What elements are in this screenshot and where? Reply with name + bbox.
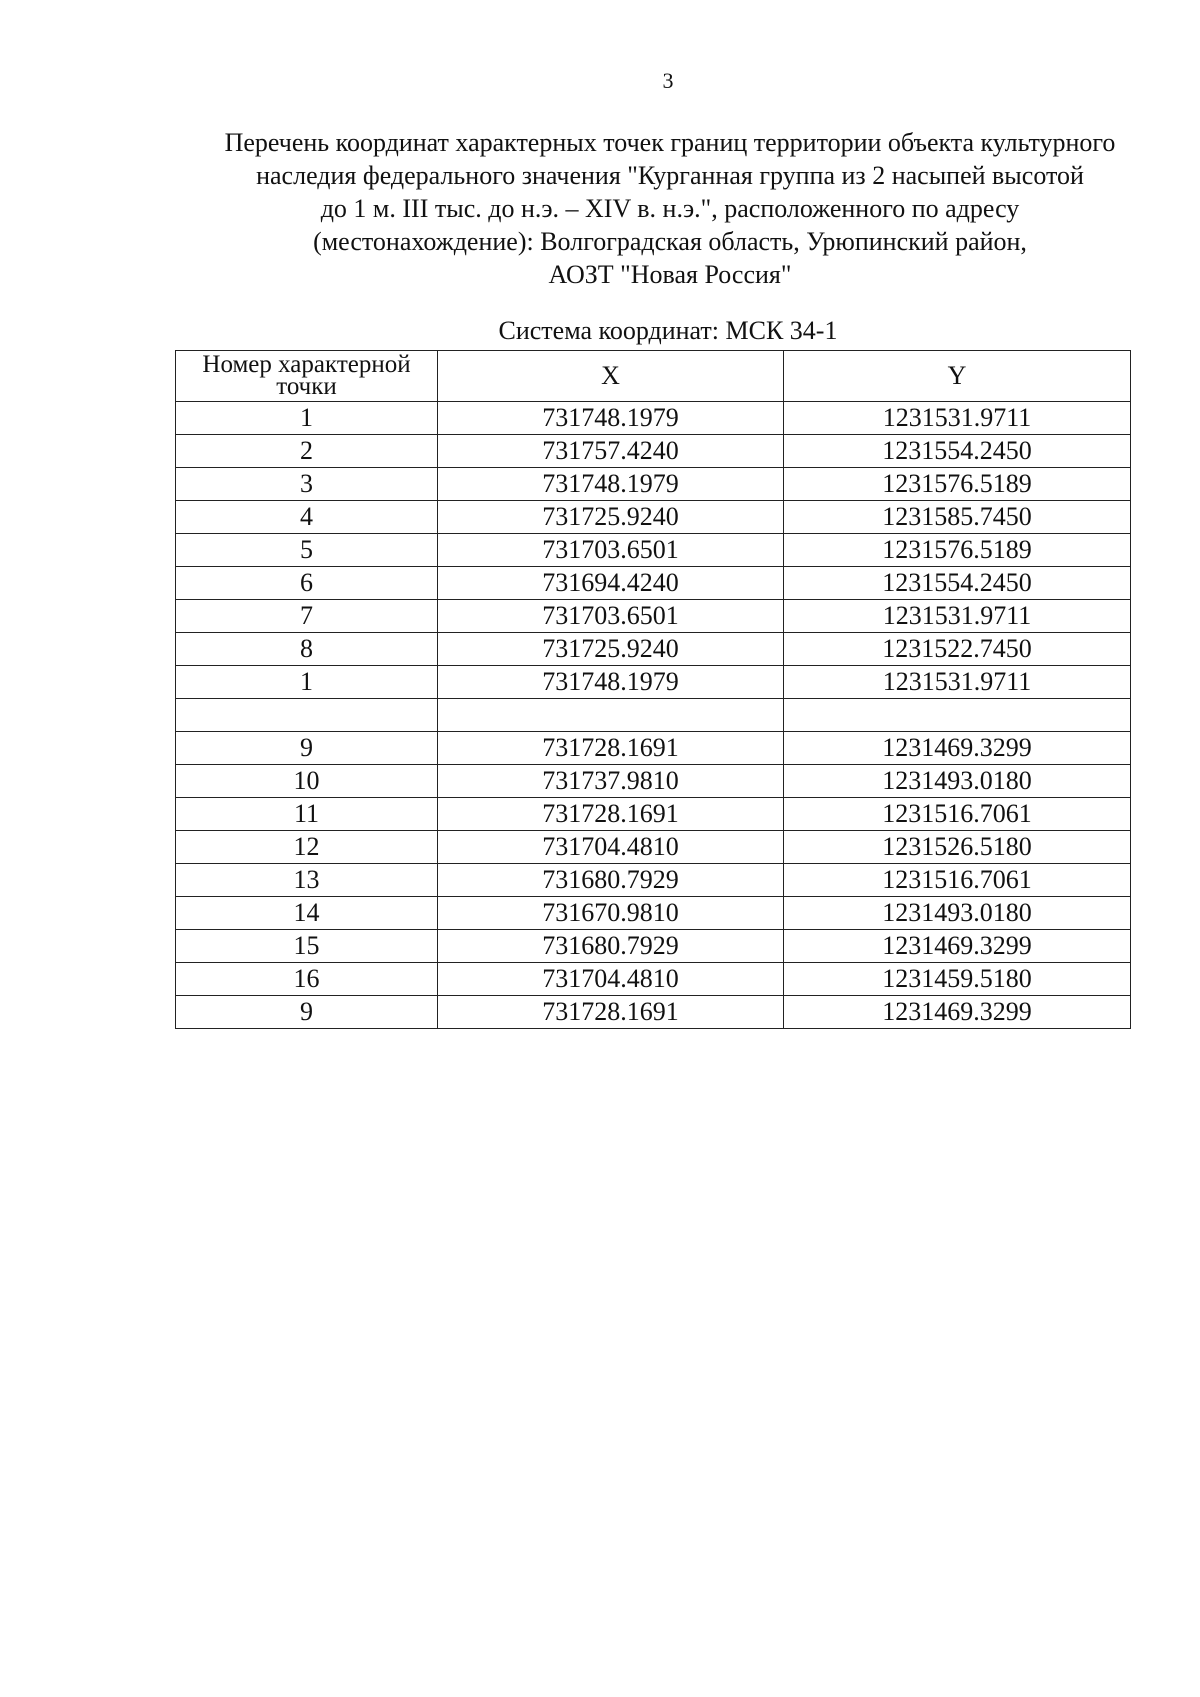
cell-x: 731725.9240 <box>438 501 784 534</box>
title-line: Перечень координат характерных точек границ территории объекта культурного <box>224 128 1116 157</box>
cell-point-number: 1 <box>176 666 438 699</box>
cell-point-number: 4 <box>176 501 438 534</box>
column-header-y: Y <box>784 351 1131 402</box>
cell-y: 1231516.7061 <box>784 864 1131 897</box>
table-row <box>176 468 1131 501</box>
cell-x: 731737.9810 <box>438 765 784 798</box>
cell-point-number: 9 <box>176 732 438 765</box>
table-row <box>176 666 1131 699</box>
cell-y: 1231516.7061 <box>784 798 1131 831</box>
cell-y: 1231585.7450 <box>784 501 1131 534</box>
cell-point-number: 16 <box>176 963 438 996</box>
cell-y: 1231531.9711 <box>784 402 1131 435</box>
cell-x: 731694.4240 <box>438 567 784 600</box>
cell-point-number: 12 <box>176 831 438 864</box>
table-row <box>176 864 1131 897</box>
cell-x: 731680.7929 <box>438 930 784 963</box>
table-header-row <box>176 351 1131 402</box>
cell-x: 731725.9240 <box>438 633 784 666</box>
cell-x: 731704.4810 <box>438 831 784 864</box>
cell-x: 731748.1979 <box>438 468 784 501</box>
cell-point-number: 14 <box>176 897 438 930</box>
title-line: наследия федерального значения "Курганная группа из 2 насыпей высотой <box>256 161 1084 190</box>
cell-point-number: 2 <box>176 435 438 468</box>
cell-x: 731728.1691 <box>438 732 784 765</box>
cell-y: 1231576.5189 <box>784 534 1131 567</box>
cell-y: 1231459.5180 <box>784 963 1131 996</box>
cell-y: 1231469.3299 <box>784 996 1131 1029</box>
cell-y: 1231554.2450 <box>784 567 1131 600</box>
table-row <box>176 534 1131 567</box>
cell-y: 1231469.3299 <box>784 732 1131 765</box>
table-row <box>176 963 1131 996</box>
column-header-point-number <box>176 351 438 402</box>
table-row <box>176 402 1131 435</box>
table-row <box>176 996 1131 1029</box>
cell-x: 731748.1979 <box>438 666 784 699</box>
table-row <box>176 435 1131 468</box>
cell-point-number: 10 <box>176 765 438 798</box>
cell-point-number: 3 <box>176 468 438 501</box>
cell-x: 731680.7929 <box>438 864 784 897</box>
cell-point-number: 15 <box>176 930 438 963</box>
cell-point-number: 7 <box>176 600 438 633</box>
cell-y: 1231576.5189 <box>784 468 1131 501</box>
cell-x: 731728.1691 <box>438 996 784 1029</box>
title-line: АОЗТ "Новая Россия" <box>548 260 792 289</box>
cell-x <box>438 699 784 732</box>
table-row <box>176 765 1131 798</box>
cell-point-number <box>176 699 438 732</box>
title-line: до 1 м. III тыс. до н.э. – XIV в. н.э.", расположенного по адресу <box>320 194 1020 223</box>
cell-x: 731703.6501 <box>438 534 784 567</box>
column-header-line: точки <box>276 373 337 400</box>
cell-y: 1231522.7450 <box>784 633 1131 666</box>
coordinate-system-caption: Система координат: МСК 34-1 <box>498 316 838 345</box>
cell-point-number: 9 <box>176 996 438 1029</box>
table-row <box>176 501 1131 534</box>
cell-y: 1231554.2450 <box>784 435 1131 468</box>
cell-point-number: 6 <box>176 567 438 600</box>
cell-x: 731703.6501 <box>438 600 784 633</box>
table-row <box>176 897 1131 930</box>
cell-point-number: 11 <box>176 798 438 831</box>
table-row <box>176 831 1131 864</box>
table-row <box>176 732 1131 765</box>
document-title <box>160 126 1180 291</box>
table-row <box>176 633 1131 666</box>
cell-y: 1231469.3299 <box>784 930 1131 963</box>
cell-x: 731757.4240 <box>438 435 784 468</box>
cell-point-number: 8 <box>176 633 438 666</box>
coordinates-table <box>175 350 1131 1029</box>
cell-y: 1231531.9711 <box>784 666 1131 699</box>
page-number: 3 <box>662 68 674 93</box>
cell-point-number: 13 <box>176 864 438 897</box>
table-row <box>176 600 1131 633</box>
cell-y: 1231493.0180 <box>784 897 1131 930</box>
table-body <box>176 402 1131 1029</box>
table-row <box>176 699 1131 732</box>
cell-x: 731704.4810 <box>438 963 784 996</box>
cell-point-number: 5 <box>176 534 438 567</box>
column-header-line: Номер характерной <box>202 351 411 378</box>
cell-y: 1231526.5180 <box>784 831 1131 864</box>
table-row <box>176 798 1131 831</box>
cell-x: 731670.9810 <box>438 897 784 930</box>
column-header-x: X <box>438 351 784 402</box>
cell-x: 731748.1979 <box>438 402 784 435</box>
table-row <box>176 930 1131 963</box>
cell-y: 1231531.9711 <box>784 600 1131 633</box>
cell-x: 731728.1691 <box>438 798 784 831</box>
cell-point-number: 1 <box>176 402 438 435</box>
cell-y <box>784 699 1131 732</box>
title-line: (местонахождение): Волгоградская область, Урюпинский район, <box>313 227 1027 256</box>
table-row <box>176 567 1131 600</box>
cell-y: 1231493.0180 <box>784 765 1131 798</box>
